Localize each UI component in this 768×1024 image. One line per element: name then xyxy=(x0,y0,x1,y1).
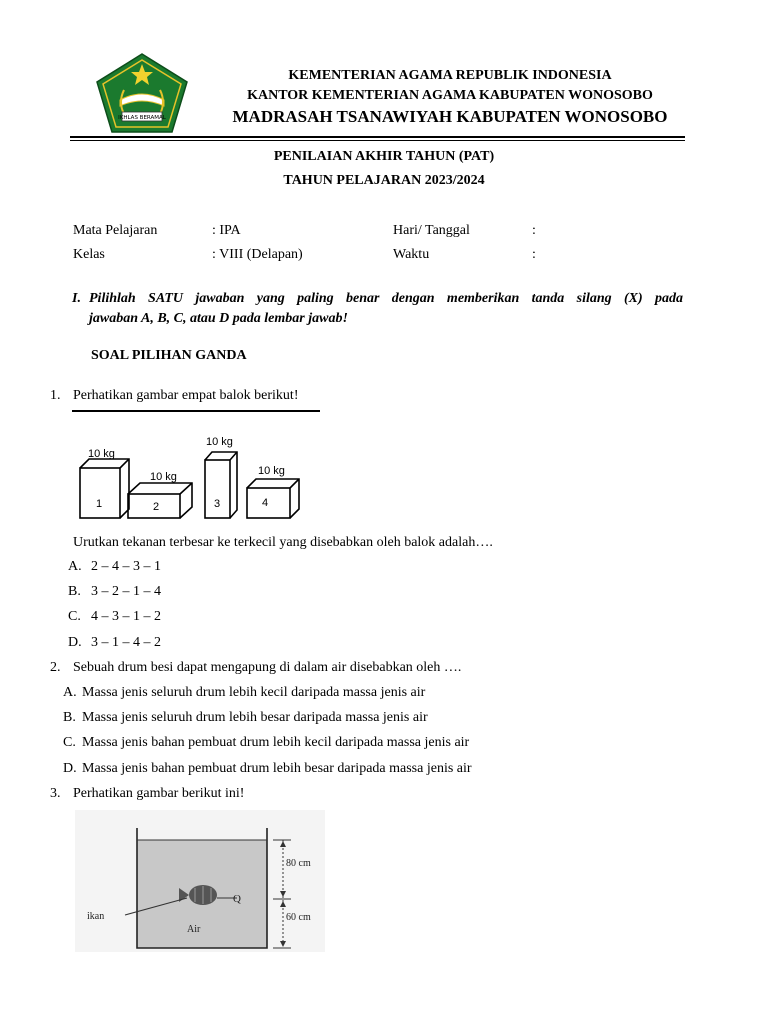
header-line-3: MADRASAH TSANAWIYAH KABUPATEN WONOSOBO xyxy=(232,107,668,126)
q1-option-c-letter: C. xyxy=(68,609,81,624)
logo-text: IKHLAS BERAMAL xyxy=(118,115,166,121)
q3-text: Perhatikan gambar berikut ini! xyxy=(73,786,245,801)
q1-option-b-letter: B. xyxy=(68,584,81,599)
time-label: Waktu xyxy=(393,247,430,262)
fish-label: ikan xyxy=(87,911,105,922)
block-4-number: 4 xyxy=(262,497,269,509)
class-label: Kelas xyxy=(73,247,105,262)
block-3-mass: 10 kg xyxy=(206,436,233,448)
exam-title: PENILAIAN AKHIR TAHUN (PAT) xyxy=(273,149,495,164)
q2-option-b-letter: B. xyxy=(63,710,76,725)
block-1-number: 1 xyxy=(96,498,103,510)
depth-80: 80 cm xyxy=(286,858,311,869)
subject-value: : IPA xyxy=(212,223,241,238)
header-rule-thick xyxy=(70,136,685,138)
day-value: : xyxy=(532,223,536,238)
instruction-line-2: jawaban A, B, C, atau D pada lembar jawab! xyxy=(89,311,348,326)
block-2-mass: 10 kg xyxy=(150,471,177,483)
q2-option-a: Massa jenis seluruh drum lebih kecil daripada massa jenis air xyxy=(82,685,426,700)
q3-tank-figure xyxy=(75,810,325,952)
q1-number: 1. xyxy=(50,388,61,403)
q1-question: Urutkan tekanan terbesar ke terkecil yang disebabkan oleh balok adalah…. xyxy=(73,535,493,550)
ministry-logo xyxy=(94,52,190,134)
q1-option-b: 3 – 2 – 1 – 4 xyxy=(91,584,161,599)
header-line-2: KANTOR KEMENTERIAN AGAMA KABUPATEN WONOSOBO xyxy=(247,88,653,103)
q2-option-d-letter: D. xyxy=(63,761,77,776)
exam-year: TAHUN PELAJARAN 2023/2024 xyxy=(283,173,485,188)
q2-option-c: Massa jenis bahan pembuat drum lebih kecil daripada massa jenis air xyxy=(82,735,470,750)
q2-option-b: Massa jenis seluruh drum lebih besar daripada massa jenis air xyxy=(82,710,428,725)
q1-option-d: 3 – 1 – 4 – 2 xyxy=(91,635,161,650)
q1-option-d-letter: D. xyxy=(68,635,82,650)
q1-option-c: 4 – 3 – 1 – 2 xyxy=(91,609,161,624)
q2-option-a-letter: A. xyxy=(63,685,77,700)
q2-option-d: Massa jenis bahan pembuat drum lebih besar daripada massa jenis air xyxy=(82,761,472,776)
q2-number: 2. xyxy=(50,660,61,675)
q2-option-c-letter: C. xyxy=(63,735,76,750)
day-label: Hari/ Tanggal xyxy=(393,223,470,238)
instruction-number: I. xyxy=(72,291,81,306)
q1-blocks-figure xyxy=(70,422,320,522)
q1-figure-rule xyxy=(72,410,320,412)
time-value: : xyxy=(532,247,536,262)
header-rule-thin xyxy=(70,140,685,141)
q1-option-a-letter: A. xyxy=(68,559,82,574)
point-q-label: Q xyxy=(233,893,241,905)
q2-text: Sebuah drum besi dapat mengapung di dalam air disebabkan oleh …. xyxy=(73,660,462,675)
block-1-mass: 10 kg xyxy=(88,448,115,460)
q1-option-a: 2 – 4 – 3 – 1 xyxy=(91,559,161,574)
depth-60: 60 cm xyxy=(286,912,311,923)
q1-text: Perhatikan gambar empat balok berikut! xyxy=(73,388,299,403)
class-value: : VIII (Delapan) xyxy=(212,247,303,262)
header-line-1: KEMENTERIAN AGAMA REPUBLIK INDONESIA xyxy=(288,68,612,83)
block-3-number: 3 xyxy=(214,498,221,510)
block-2-number: 2 xyxy=(153,501,160,513)
water-label: Air xyxy=(187,924,201,935)
block-4-mass: 10 kg xyxy=(258,465,285,477)
instruction-line-1: Pilihlah SATU jawaban yang paling benar dengan memberikan tanda silang (X) pada xyxy=(89,291,683,306)
q3-number: 3. xyxy=(50,786,61,801)
subject-label: Mata Pelajaran xyxy=(73,223,158,238)
section-title: SOAL PILIHAN GANDA xyxy=(91,348,247,363)
